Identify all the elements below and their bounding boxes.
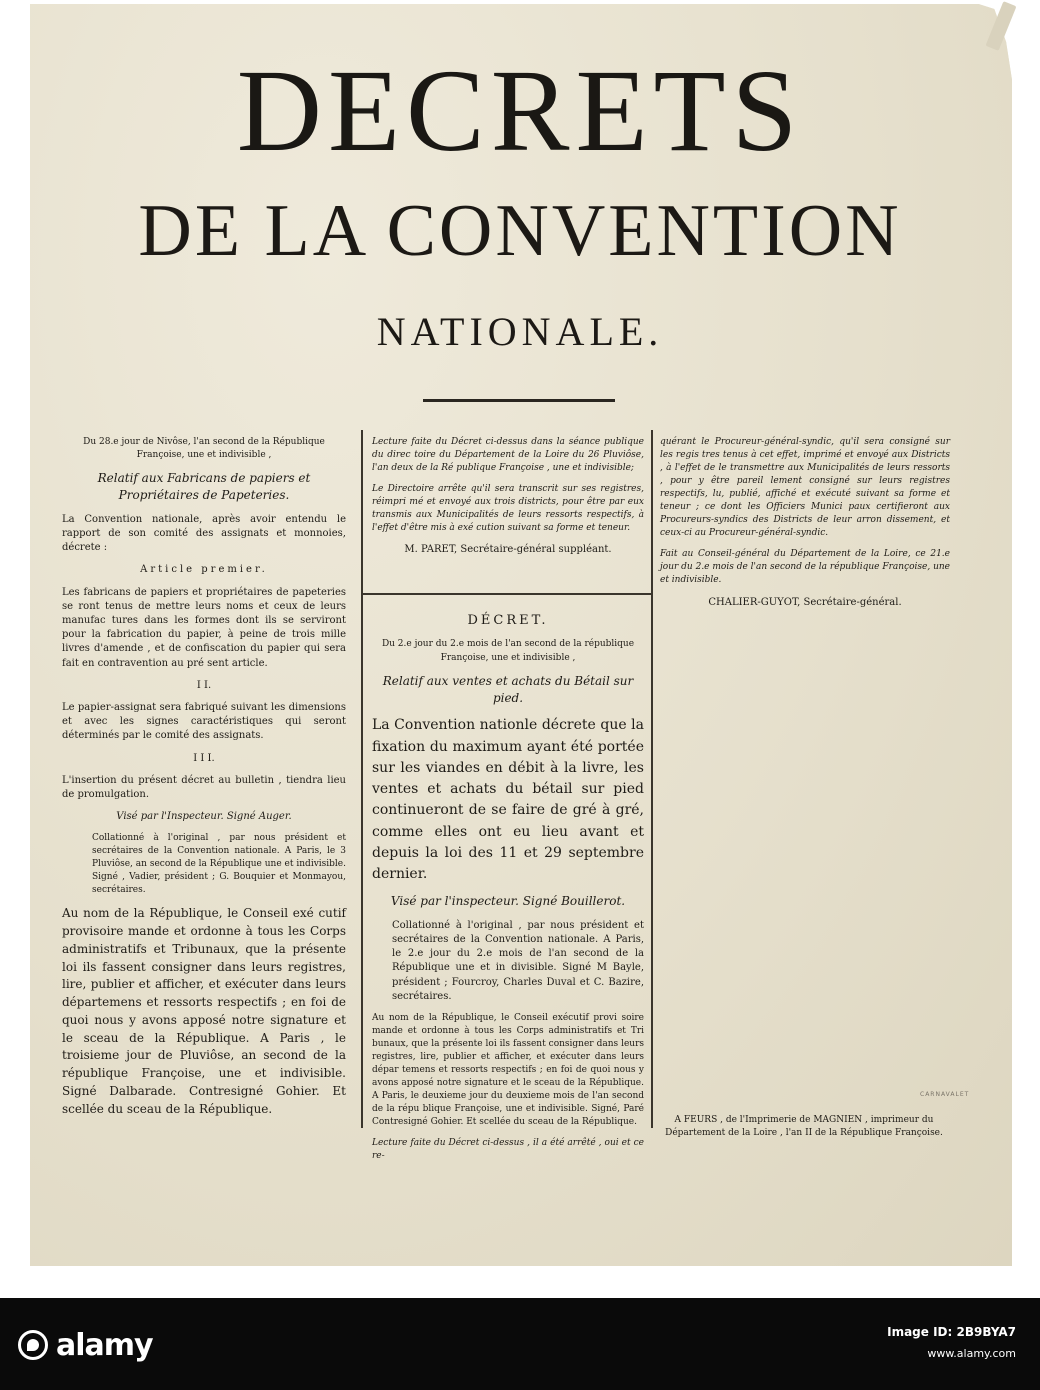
title-decrets: DECRETS: [236, 45, 804, 176]
decree1-article-heading: Article premier.: [140, 564, 268, 576]
image-id: Image ID: 2B9BYA7: [887, 1325, 1016, 1339]
lecture-bottom: Lecture faite du Décret ci-dessus , il a été arrêté , oui et ce re-: [372, 1138, 644, 1162]
title-convention: DE LA CONVENTION: [138, 190, 902, 272]
image-meta: [887, 1322, 1016, 1363]
paret-signature: M. PARET, Secrétaire-général suppléant.: [404, 544, 612, 556]
decree1-article2: Le papier-assignat sera fabriqué suivant les dimensions et avec les signes caractéristiques qui seront déterminés par le comité des assignats.: [62, 701, 346, 742]
decree2-au-nom: Au nom de la République, le Conseil exécutif provi soire mande et ordonne à tous les Corps administratifs et Tri bunaux, que la présente loi ils fassent consigner dans leurs registres, lire, publier et afficher, et exécuter dans leurs dépar temens et ressorts respectifs ; en foi de quoi nous y avons apposé notre signature et le sceau de la République. A Paris, le deuxieme jour du deuxieme mois de l'an second de la répu blique Françoise, une et indivisible. Signé, Paré Contresigné Gohier. Et scellée du sceau de la République.: [372, 1012, 644, 1128]
lecture-top: Lecture faite du Décret ci-dessus dans la séance publique du direc toire du Département de la Loire du 26 Pluviôse, l'an deux de la Ré publique Françoise , une et indivisible;: [372, 437, 644, 474]
chalier-signature: CHALIER-GUYOT, Secrétaire-général.: [708, 596, 902, 608]
decree1-article1: Les fabricans de papiers et propriétaires de papeteries se ront tenus de mettre leurs noms et ceux de leurs manufac tures dans les formes dont ils se serviront pour la fabrication du papier, à peine de trois mille livres d'amende , et de confiscation du papier qui sera fait en contravention au pré sent article.: [62, 586, 346, 669]
decree1-intro: La Convention nationale, après avoir entendu le rapport de son comité des assignats et monnoies, décrete :: [62, 513, 346, 554]
decree2-subject: Relatif aux ventes et achats du Bétail sur pied.: [382, 673, 634, 705]
fait-au-conseil: Fait au Conseil-général du Département de la Loire, ce 21.e jour du 2.e mois de l'an second de la république Françoise, une et indivisible.: [660, 549, 950, 586]
decree1-vise: Visé par l'Inspecteur. Signé Auger.: [116, 811, 292, 823]
section-divider: [362, 593, 651, 595]
title-divider: [423, 399, 615, 402]
decree1-num3: I I I.: [193, 752, 215, 764]
alamy-mark-icon: [18, 1330, 48, 1360]
decree1-subject: Relatif aux Fabricans de papiers et Propriétaires de Papeteries.: [97, 471, 311, 503]
alamy-logo: alamy: [18, 1325, 153, 1363]
imprint-text: A FEURS , de l'Imprimerie de MAGNIEN , imprimeur du Département de la Loire , l'an II de la République Françoise.: [665, 1115, 943, 1139]
title-nationale: NATIONALE.: [376, 309, 664, 354]
decree2-date: Du 2.e jour du 2.e mois de l'an second de la république Françoise, une et indivisible ,: [381, 639, 635, 663]
directoire-arrete: Le Directoire arrête qu'il sera transcrit sur ses registres, réimpri mé et envoyé aux trois districts, pour être par eux transmis aux Municipalités de leurs ressorts respectifs, à l'effet d'être mis à exé cution suivant sa forme et teneur.: [372, 484, 644, 534]
decree2-collationne: Collationné à l'original , par nous président et secrétaires de la Convention nationale. A Paris, le 2.e jour du 2.e mois de l'an second de la République une et in divisible. Signé M Bayle, président ; Fourcroy, Charles Duval et C. Bazire, secrétaires.: [392, 919, 644, 1002]
printer-imprint: [655, 1114, 953, 1148]
decree1-num2: I I.: [196, 679, 212, 691]
watermark-band: [0, 1298, 1040, 1390]
decree1-date: Du 28.e jour de Nivôse, l'an second de la République Françoise, une et indivisible ,: [83, 437, 325, 461]
column-2-top: [372, 436, 644, 566]
column-3: [660, 436, 950, 618]
column-divider-right: [651, 430, 653, 1128]
procureur-text: quérant le Procureur-général-syndic, qu'il sera consigné sur les regis tres tenus à cet effet, imprimé et envoyé aux Districts , à l'effet de le transmettre aux Municipalités de leurs ressorts , pour y être pareil lement consigné sur leurs registres respectifs, lu, publié, affiché et exécuté suivant sa forme et teneur ; ce dont les Officiers Munici paux certifieront aux Procureurs-syndics des Districts de leur arron dissement, et ceux-ci au Procureur-général-syndic.: [660, 437, 950, 539]
column-2-decret: [372, 612, 644, 1171]
column-1: [62, 436, 346, 1126]
site-url: www.alamy.com: [927, 1346, 1016, 1360]
decree2-vise: Visé par l'inspecteur. Signé Bouillerot.: [390, 894, 626, 909]
museum-stamp: CARNAVALET: [920, 1091, 970, 1098]
decree1-au-nom: Au nom de la République, le Conseil exé cutif provisoire mande et ordonne à tous les Corps administratifs et Tribunaux, que la présente loi ils fassent consigner dans leurs registres, lire, publier et afficher, et exécuter dans leurs départemens et ressorts respectifs ; en foi de quoi nous y avons apposé notre signature et le sceau de la République. A Paris , le troisieme jour de Pluviôse, an second de la république Françoise, une et indivisible. Signé Dalbarade. Contresigné Gohier. Et scellée du sceau de la République.: [62, 906, 346, 1116]
decree1-collationne: Collationné à l'original , par nous président et secrétaires de la Convention nationale. A Paris, le 3 Pluviôse, an second de la République une et indivisible. Signé , Vadier, président ; G. Bouquier et Monmayou, secrétaires.: [92, 833, 346, 896]
decree2-body: La Convention nationle décrete que la fixation du maximum ayant été portée sur les viandes en débit à la livre, les ventes et achats du bétail sur pied continueront de se faire de gré à gré, comme elles ont eu lieu avant et depuis la loi des 11 et 29 septembre dernier.: [372, 717, 644, 883]
decree1-article3: L'insertion du présent décret au bulletin , tiendra lieu de promulgation.: [62, 774, 346, 800]
column-divider-left: [361, 430, 363, 1128]
decree2-heading: DÉCRET.: [467, 613, 549, 628]
